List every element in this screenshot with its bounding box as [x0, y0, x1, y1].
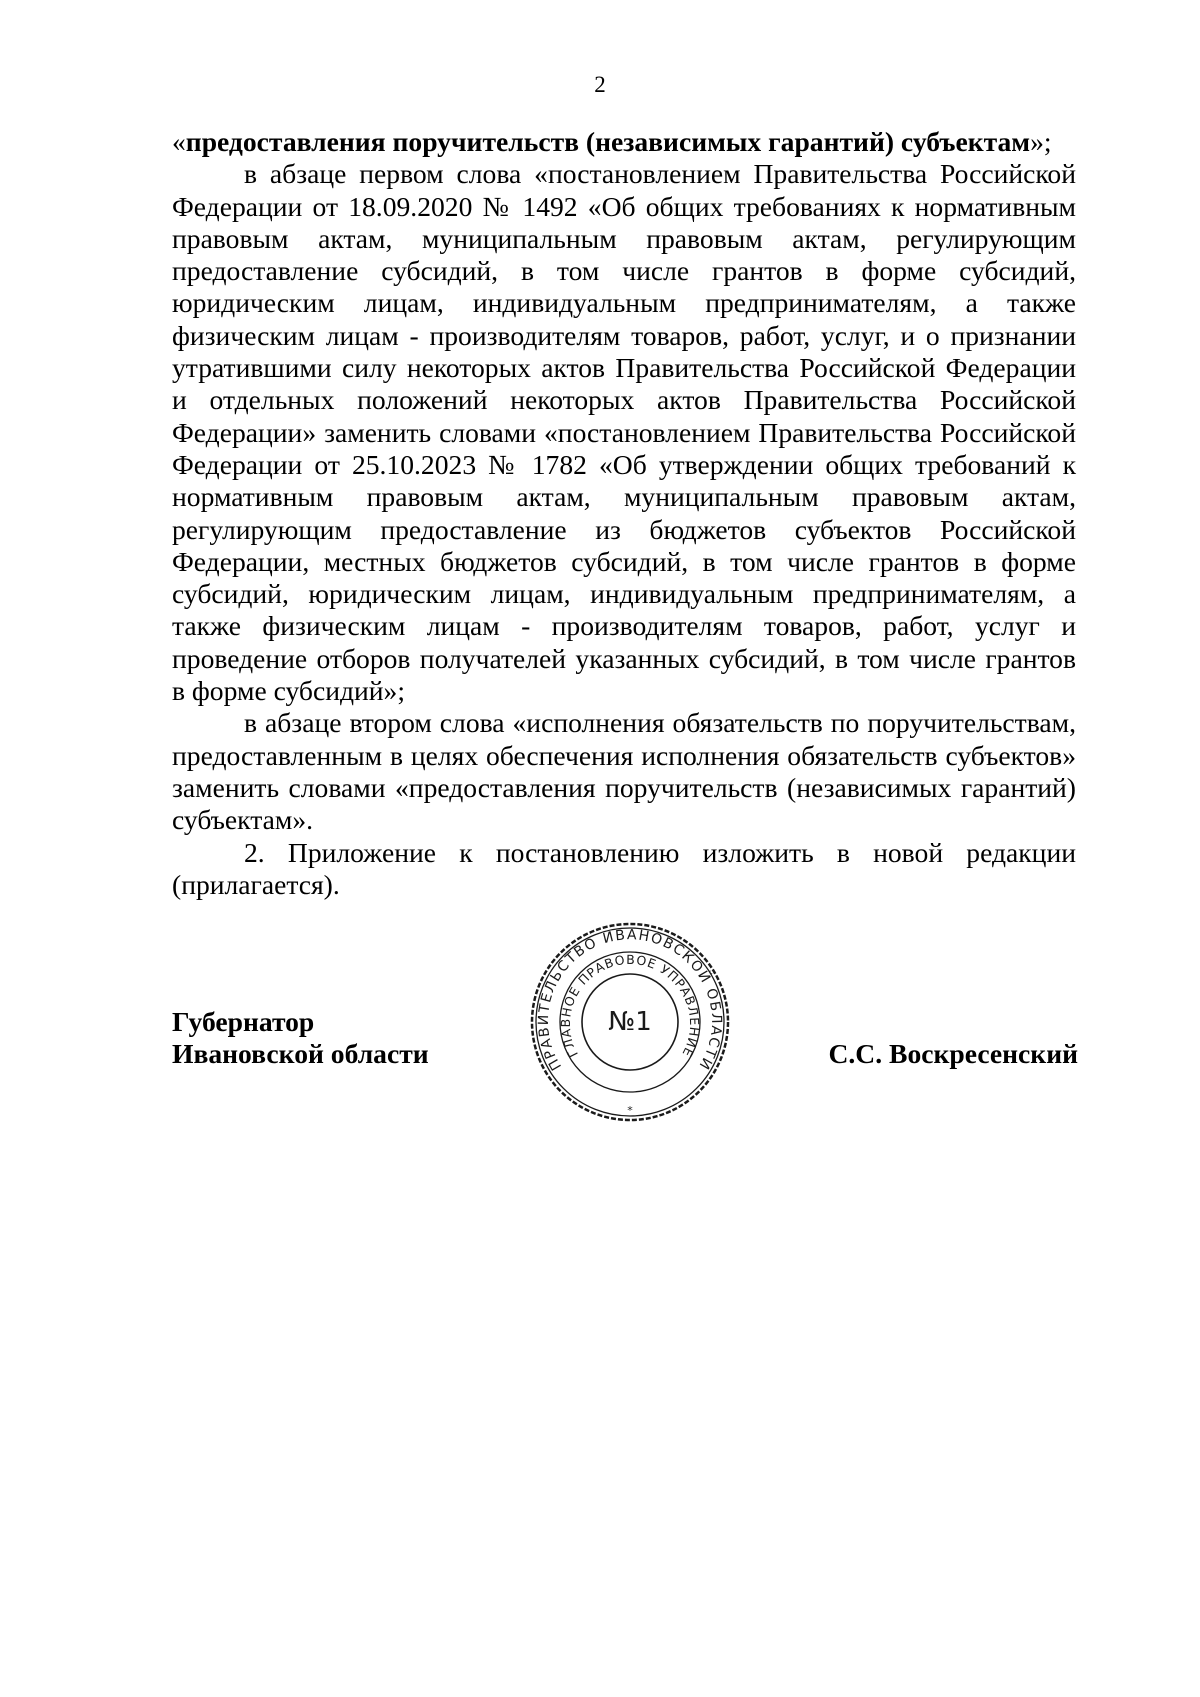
seal-inner-text: ГЛАВНОЕ ПРАВОВОЕ УПРАВЛЕНИЕ [557, 951, 703, 1060]
official-seal [530, 922, 730, 1122]
paragraph-3: 2. Приложение к постановлению изложить в новой редакции (прилагается). [172, 836, 1076, 900]
seal-outer-text: ПРАВИТЕЛЬСТВО ИВАНОВСКОЙ ОБЛАСТИ [535, 927, 725, 1073]
paragraph-continuation [172, 126, 1076, 158]
close-quote: »; [1030, 126, 1052, 157]
paragraph-2: в абзаце втором слова «исполнения обязательств по поручительствам, предоставленным в целях обеспечения исполнения обязательств субъектов» заменить словами «предоставления поручительств (независимых гарантий) субъектам». [172, 707, 1076, 836]
position-line-2: Ивановской области [172, 1038, 429, 1069]
open-quote: « [172, 126, 186, 157]
seal-graphic [530, 922, 730, 1122]
seal-star: * [627, 1104, 633, 1117]
document-body [172, 126, 1076, 901]
signatory-position [172, 1006, 429, 1070]
signatory-name: С.С. Воскресенский [828, 1038, 1078, 1069]
bold-phrase: предоставления поручительств (независимых гарантий) субъектам [185, 126, 1031, 157]
seal-number: №1 [608, 1007, 652, 1037]
page-number: 2 [594, 72, 606, 97]
position-line-1: Губернатор [172, 1006, 315, 1037]
paragraph-1: в абзаце первом слова «постановлением Правительства Российской Федерации от 18.09.2020 № 1492 «Об общих требованиях к нормативным правовым актам, муниципальным правовым актам, регулирующим предоставление субсидий, в том числе грантов в форме субсидий, юридическим лицам, индивидуальным предпринимателям, а также физическим лицам - производителям товаров, работ, услуг, и о признании утратившими силу некоторых актов Правительства Российской Федерации и отдельных положений некоторых актов Правительства Российской Федерации» заменить словами «постановлением Правительства Российской Федерации от 25.10.2023 № 1782 «Об утверждении общих требований к нормативным правовым актам, муниципальным правовым актам, регулирующим предоставление из бюджетов субъектов Российской Федерации, местных бюджетов субсидий, в том числе грантов в форме субсидий, юридическим лицам, индивидуальным предпринимателям, а также физическим лицам - производителям товаров, работ, услуг и проведение отборов получателей указанных субсидий, в том числе грантов в форме субсидий»; [172, 158, 1076, 707]
